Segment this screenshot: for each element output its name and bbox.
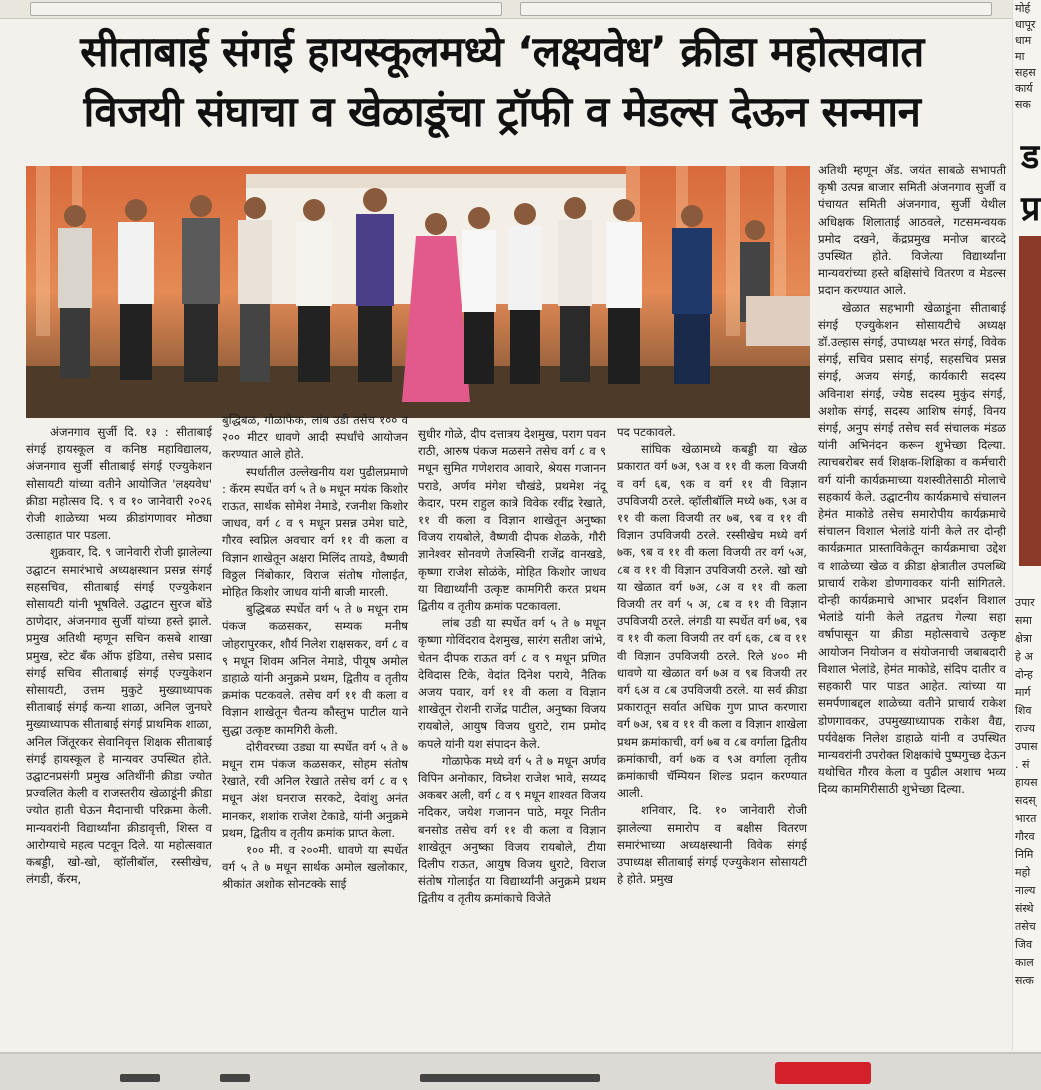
headline-line-2: विजयी संघाचा व खेळाडूंचा ट्रॉफी व मेडल्स देऊन सन्मान <box>83 87 921 136</box>
paragraph: अतिथी म्हणून ॲड. जयंत साबळे सभापती कृषी उत्पन्न बाजार समिती अंजनगाव सुर्जी व पंचायत समिती अंजनगाव, सुर्जी येथील अधिक्षक शिलाताई आठवले, गटसमन्वयक प्रमोद दखने, केंद्रप्रमुख मनोज बारव्दे उपस्थित होते. विजेत्या विद्यार्थ्यांना मान्यवरांच्या हस्ते बक्षिसांचे वितरण व मेडल्स प्रदान करण्यात आले. <box>818 163 1006 298</box>
side-headline-fragment: प्र <box>1021 189 1041 229</box>
side-headline-fragment: ड <box>1021 137 1040 177</box>
paragraph: दोरीवरच्या उड्या या स्पर्धेत वर्ग ५ ते ७ मधून राम पंकज कळसकर, सोहम संतोष रेखाते, रवी अनिल रेखाते तसेच वर्ग ८ व ९ मधून अंश घनराज सरकटे, देवांशु अनंत मानकर, शशांक राजेश टेकाडे, यांनी अनुक्रमे प्रथम, द्वितीय व तृतीय क्रमांक प्राप्त केला. <box>222 739 408 840</box>
article-column-1 <box>26 424 212 888</box>
side-fragment: भारत <box>1015 812 1037 825</box>
side-fragment: काल <box>1015 956 1034 969</box>
side-fragment: सहस <box>1015 66 1036 79</box>
paragraph: बुद्धिबळ स्पर्धेत वर्ग ५ ते ७ मधून राम पंकज कळसकर, सम्यक मनीष जोहरापुरकर, शौर्य निलेश राक्षसकर, वर्ग ८ व ९ मधून शिवम अनिल नेमाडे, पीयूष अमोल डाहाळे यांनी अनुक्रमे प्रथम, द्वितीय व तृतीय क्रमांक पटकवले. तसेच वर्ग ११ वी कला व विज्ञान शाखेतून चैतन्य कौस्तुभ पाटील याने सुद्धा उत्कृष्ट कामगिरी केली. <box>222 602 408 737</box>
cut-article-strip <box>30 2 502 16</box>
paragraph: शुक्रवार, दि. ९ जानेवारी रोजी झालेल्या उद्घाटन समारंभाचे अध्यक्षस्थान प्रसन्न संगई सहसचिव, सीताबाई संगई एज्युकेशन सोसायटी यांनी भूषविले. उद्घाटन सुरज बोंडे ठाणेदार, अंजनगाव सुर्जी यांच्या हस्ते झाले. प्रमुख अतिथी म्हणून सचिन कसबे शाखा प्रमुख, स्टेट बँक ऑफ इंडिया, तसेच प्रसाद संगई सचिव सीताबाई संगई एज्युकेशन सोसायटी, उत्तम मुकुटे मुख्याध्यापक सीताबाई संगई कन्या शाळा, अनिल जुनघरे मुख्याध्यापक सीताबाई संगई प्राथमिक शाळा, अनिल जिंतूरकर सेवानिवृत्त शिक्षक सीताबाई संगई हायस्कूल हे मान्यवर उपस्थित होते. उद्घाटनप्रसंगी प्रमुख अतिथींनी क्रीडा ज्योत प्रज्वलित केली व राजस्तरीय खेळाडूंनी क्रीडा ज्योत हाती घेऊन मैदानाची परिक्रमा केली. मान्यवरांनी विद्यार्थ्यांना क्रीडावृत्ती, शिस्त व आरोग्याचे महत्व पटवून दिले. या महोत्सवात कबड्डी, खो-खो, व्हॉलीबॉल, रस्सीखेच, लंगडी, कॅरम, <box>26 545 212 887</box>
adjacent-article-edge <box>1012 0 1041 1050</box>
paragraph: गोळाफेक मध्ये वर्ग ५ ते ७ मधून अर्णव विपिन अनोकार, विघ्नेश राजेश भावे, सय्यद अकबर अली, वर्ग ८ व ९ मधून शाश्वत विजय नदिकर, जयेश गजानन पाठे, मयूर नितीन बनसोड तसेच वर्ग ११ वी कला व विज्ञान शाखेतून अनुष्का विजय रायबोले, टीया दिलीप राऊत, आयुष विजय धुराटे, विराज संतोष गोलाईत या विद्यार्थ्यांनी अनुक्रमे प्रथम द्वितीय व तृतीय क्रमांकाचे विजेते <box>418 753 606 906</box>
side-fragment: धाम <box>1015 34 1032 47</box>
article-headline <box>22 22 982 142</box>
side-fragment: तसेच <box>1015 920 1036 933</box>
paragraph: अंजनगाव सुर्जी दि. १३ : सीताबाई संगई हायस्कूल व कनिष्ठ महाविद्यालय, अंजनगाव सुर्जी सीताबाई संगई एज्युकेशन सोसायटी यांच्या वतीने आयोजित 'लक्ष्यवेध' क्रीडा महोत्सव दि. ९ व १० जानेवारी २०२६ रोजी शाळेच्या भव्य क्रीडांगणावर मोठ्या उत्साहात पार पडला. <box>26 425 212 543</box>
side-fragment: समा <box>1015 614 1032 627</box>
side-fragment: कार्य <box>1015 82 1033 95</box>
side-fragment: . सं <box>1015 758 1030 771</box>
side-fragment: हायस <box>1015 776 1038 789</box>
cut-text-fragment <box>420 1074 600 1082</box>
paragraph: लांब उडी या स्पर्धेत वर्ग ५ ते ७ मधून कृष्णा गोविंदराव देशमुख, सारंग सतीश जांभे, चेतन दीपक राऊत वर्ग ८ व ९ मधून प्रणित देविदास टिके, वेदांत दिनेश पराये, नैतिक अजय पवार, वर्ग ११ वी कला व विज्ञान शाखेतून रोशनी राजेंद्र पाटील, अनुष्का विजय रायबोले, आयुष विजय धुराटे, राम प्रमोद कपले यांनी यश संपादन केले. <box>418 616 606 751</box>
article-column-3 <box>418 426 606 908</box>
paragraph: पद पटकावले. <box>617 425 676 439</box>
side-fragment: दोन्ह <box>1015 668 1033 681</box>
side-fragment: सक <box>1015 98 1031 111</box>
side-fragment: नाल्य <box>1015 884 1036 897</box>
side-fragment: मार्ग <box>1015 686 1031 699</box>
paragraph: बुद्धिबळ, गोळाफेक, लांब उडी तसेच १०० व २०० मीटर धावणे आदी स्पर्धांचे आयोजन करण्यात आले होते. <box>222 413 408 462</box>
paragraph: स्पर्धातील उल्लेखनीय यश पुढीलप्रमाणे : कॅरम स्पर्धेत वर्ग ५ ते ७ मधून मयंक किशोर राऊत, सार्थक सोमेश नेमाडे, रजनीश किशोर जाधव, वर्ग ८ व ९ मधून प्रसन्न उमेश घाटे, गौरव स्वप्निल अवचार वर्ग ११ वी कला व विज्ञान शाखेतून अक्षरा मिलिंद तायडे, वैष्णवी विठ्ठल निंबोकार, विराज संतोष गोलाईत, मोहित किशोर जाधव यांनी बाजी मारली. <box>222 464 408 600</box>
paragraph: १०० मी. व २००मी. धावणे या स्पर्धेत वर्ग ५ ते ७ मधून सार्थक अमोल खलोकार, श्रीकांत अशोक सोनटक्के साई <box>222 843 408 892</box>
article-column-4 <box>617 424 807 888</box>
side-fragment: मोर्ह <box>1015 2 1031 15</box>
paragraph: सुधीर गोळे, दीप दत्तात्रय देशमुख, पराग पवन राठी, आरुष पंकज मळसने तसेच वर्ग ८ व ९ मधून सुमित गणेशराव आवारे, श्रेयस गजानन पराडे, अर्णव मंगेश चौखंडे, प्रथमेश नंदू केदार, परम राहुल कात्रे विवेक रवींद्र रेखाते, ११ वी कला व विज्ञान शाखेतून अनुष्का विजय रायबोले, वैष्णवी दीपक शेळके, गौरी ज्ञानेश्वर सोनवणे तेजस्विनी राजेंद्र वानखडे, कृष्णा राजेश सोळंके, मोहित किशोर जाधव या विद्यार्थ्यांनी उत्कृष्ट कामगिरी करत प्रथम द्वितीय व तृतीय क्रमांक पटकावला. <box>418 427 606 614</box>
side-fragment: सत्क <box>1015 974 1034 987</box>
newspaper-logo <box>775 1062 871 1084</box>
article-column-right <box>818 162 1006 799</box>
side-fragment: महो <box>1015 866 1031 879</box>
article-photo <box>26 166 810 418</box>
paragraph: शनिवार, दि. १० जानेवारी रोजी झालेल्या समारोप व बक्षीस वितरण समारंभाच्या अध्यक्षस्थानी विवेक संगई उपाध्यक्ष सीताबाई संगई एज्युकेशन सोसायटी हे होते. प्रमुख <box>617 803 807 887</box>
top-page-strip <box>0 0 1041 19</box>
side-fragment: हे अ <box>1015 650 1033 663</box>
side-fragment: शिव <box>1015 704 1032 717</box>
headline-line-1: सीताबाई संगई हायस्कूलमध्ये ‘लक्ष्यवेध’ क्रीडा महोत्सवात <box>80 27 924 76</box>
side-fragment: क्षेत्रा <box>1015 632 1032 645</box>
cut-text-fragment <box>220 1074 250 1082</box>
side-fragment: राज्य <box>1015 722 1036 735</box>
side-fragment: मा <box>1015 50 1025 63</box>
cut-article-strip <box>520 2 992 16</box>
side-fragment: गौरव <box>1015 830 1035 843</box>
side-fragment: निमि <box>1015 848 1034 861</box>
side-fragment: उपास <box>1015 740 1038 753</box>
side-fragment: सदस् <box>1015 794 1036 807</box>
side-fragment: उपार <box>1015 596 1035 609</box>
bottom-page-strip <box>0 1052 1041 1090</box>
article-column-2 <box>222 412 408 894</box>
side-photo <box>1019 236 1041 566</box>
cut-text-fragment <box>120 1074 160 1082</box>
paragraph: सांघिक खेळामध्ये कबड्डी या खेळ प्रकारात वर्ग ७अ, ९अ व ११ वी कला विजयी व वर्ग ६ब, ९क व वर्ग ११ वी विज्ञान उपविजयी ठरले. व्हॉलीबॉलि मध्ये ७क, ९अ व ११ वी कला विजयी तर ७ब, ९ब व ११ वी विज्ञान उपविजयी ठरले. रस्सीखेच मध्ये वर्ग ७क, ९ब व ११ वी कला विजयी तर वर्ग ५अ, ८ब व ११ वी विज्ञान उपविजयी ठरले. खो खो या खेळात वर्ग ७अ, ८अ व ११ वी कला विजयी तर वर्ग ५ अ, ८ब व ११ वी विज्ञान उपविजयी ठरले. लंगडी या स्पर्धेत वर्ग ७ब, ९ब व ११ वी कला विजयी तर वर्ग ६क, ८ब व ११ वी विज्ञान उपविजयी ठरले. रिले ४०० मी धावणे या खेळात वर्ग ७अ व ९ब विजयी तर वर्ग ६अ व ८ब उपविजयी ठरले. या सर्व क्रीडा प्रकारातून सर्वात अधिक गुण प्राप्त करणारा वर्ग ७अ, ९ब व ११ वी कला व विज्ञान शाखेला प्रथम क्रमांकाची, वर्ग ७ब व ८ब वर्गाला द्वितीय क्रमांकाची, वर्ग ७क व ९अ वर्गाला तृतीय क्रमांकाची चॅम्पियन शिल्ड प्रदान करण्यात आली. <box>617 442 807 801</box>
paragraph: खेळात सहभागी खेळाडूंना सीताबाई संगई एज्युकेशन सोसायटीचे अध्यक्ष डॉ.उल्हास संगई, उपाध्यक्ष भरत संगई, विवेक संगई, सचिव प्रसाद संगई, सहसचिव प्रसन्न संगई, अजय संगई, कार्यकारी सदस्य अविनाश संगई, ज्येष्ठ सदस्य मुकुंद संगई, अशोक संगई, सदस्य आशिष संगई, विनय संगई, अनुप संगई तसेच सर्व संचालक मंडळ यांनी अभिनंदन करून शुभेच्छा दिल्या. त्याचबरोबर सर्व शिक्षक-शिक्षिका व कर्मचारी वर्ग यांनी कार्यक्रमाच्या यशस्वीतेसाठी मोलाचे सहकार्य केले. उद्घाटनीय कार्यक्रमाचे संचालन हेमंत माकोडे तसेच समारोपीय कार्यक्रमाचे संचालन विशाल भेलांडे यांनी केले तर दोन्ही कार्यक्रमात प्रास्ताविकेतून कार्यक्रमाचा उद्देश व शाळेच्या खेळ व क्रीडा क्षेत्रातील उपलब्धि प्राचार्य राकेश डोणगावकर यांनी सांगितले. दोन्ही कार्यक्रमाचे आभार प्रदर्शन विशाल भेलांडे यांनी केले तद्वतच गेल्या सहा वर्षापासून या क्रीडा महोत्सवाचे उत्कृष्ट आयोजन नियोजन व संयोजनाची जबाबदारी विशाल भेलांडे, हेमंत माकोडे, संदिप दातीर व सहकारी पार पाडत आहेत. त्यांच्या या समर्पणाबद्दल शाळेच्या वतीने प्राचार्य राकेश डोणगावकर, उपमुख्याध्यापक राकेश वैद्य, पर्यवेक्षक निलेश डाहाळे यांनी व उपस्थित मान्यवरांनी उपरोक्त शिक्षकांचे पुष्पगुच्छ देऊन यथोचित गौरव केला व पुढील अशाच भव्य दिव्य कामगिरीसाठी शुभेच्छा दिल्या. <box>818 300 1006 797</box>
side-fragment: संस्थे <box>1015 902 1034 915</box>
side-fragment: जिव <box>1015 938 1033 951</box>
side-fragment: धापूर <box>1015 18 1036 31</box>
